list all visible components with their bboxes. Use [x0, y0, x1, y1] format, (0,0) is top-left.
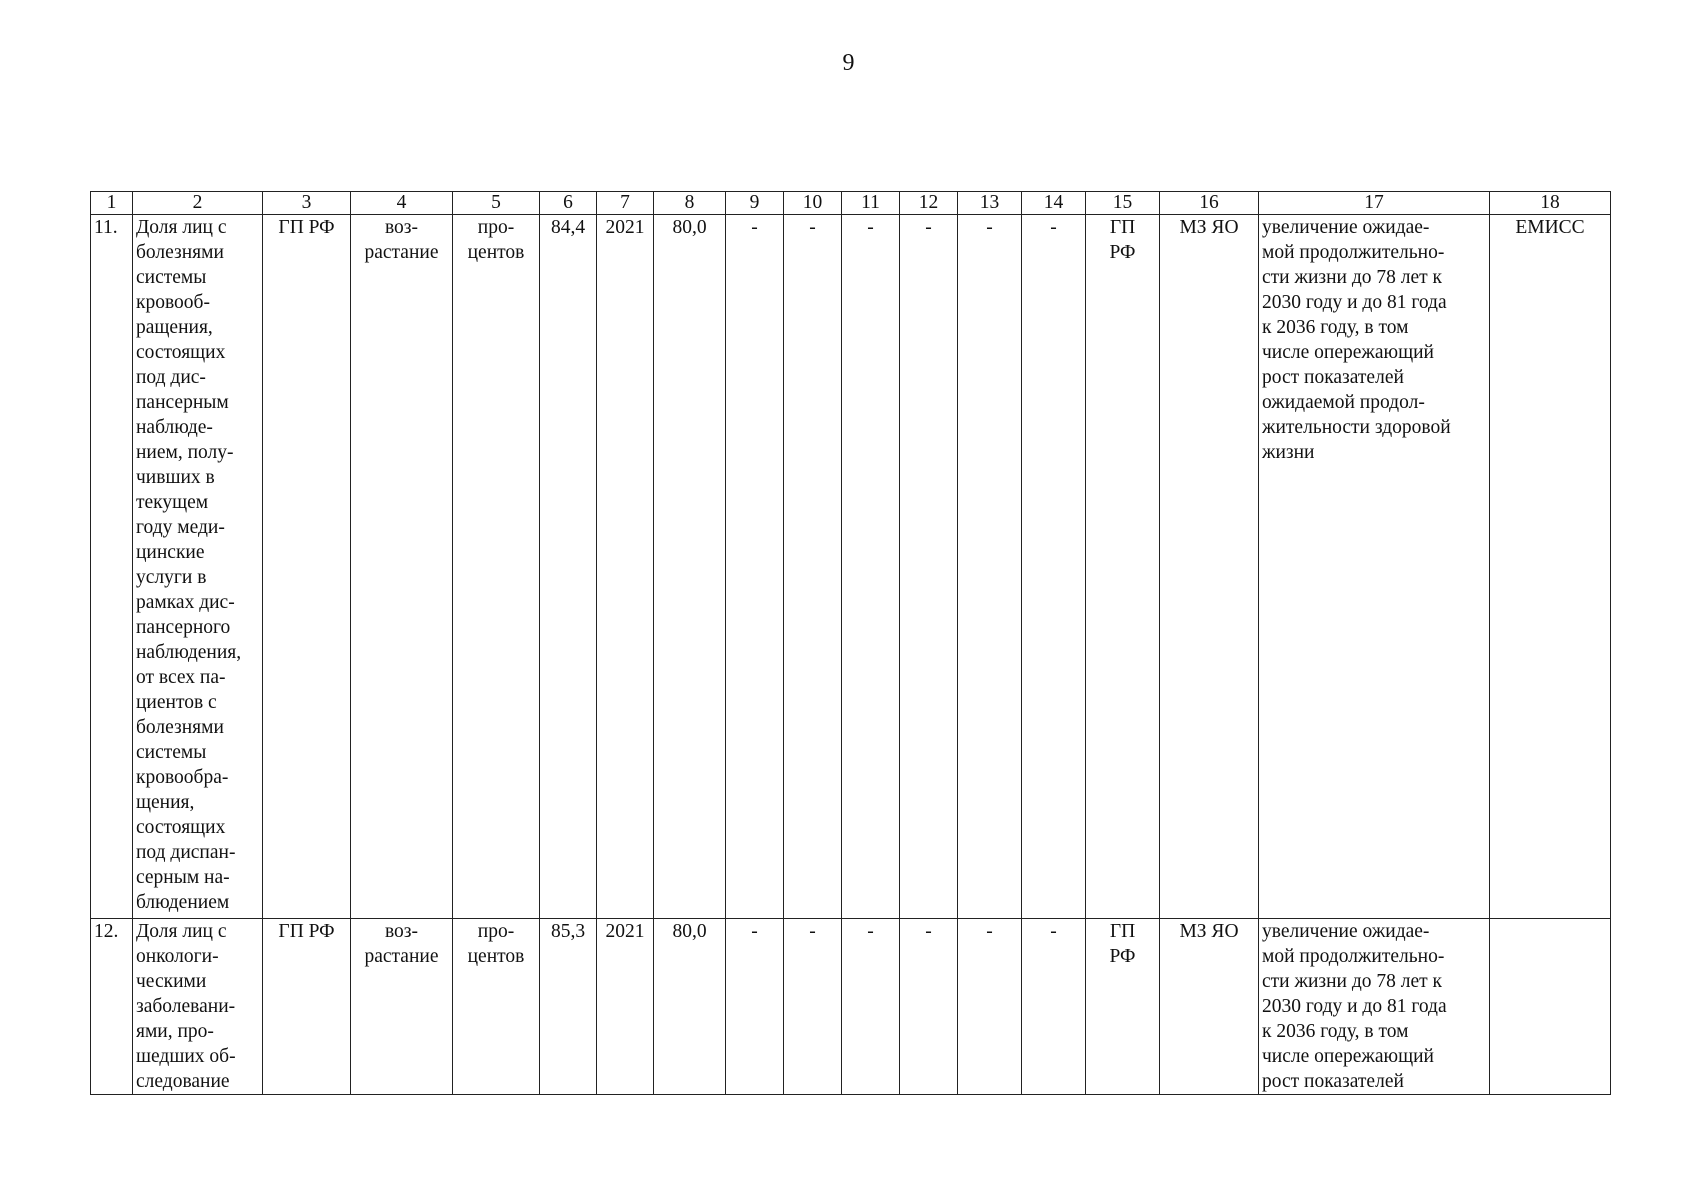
page-number: 9	[842, 50, 855, 76]
trend-cell: воз- растание	[351, 215, 453, 919]
value-cell-10: -	[784, 215, 842, 919]
header-cell: 2	[133, 192, 263, 215]
header-cell: 12	[900, 192, 958, 215]
value-cell-12: -	[900, 215, 958, 919]
header-cell: 10	[784, 192, 842, 215]
header-cell: 15	[1086, 192, 1160, 215]
source-cell: ЕМИСС	[1490, 215, 1611, 919]
value-cell-8: 80,0	[654, 919, 726, 1095]
value-cell-11: -	[842, 215, 900, 919]
base-year-cell: 2021	[597, 919, 654, 1095]
header-cell: 14	[1022, 192, 1086, 215]
header-cell: 6	[540, 192, 597, 215]
value-cell-12: -	[900, 919, 958, 1095]
header-cell: 1	[91, 192, 133, 215]
table-row	[91, 919, 1611, 1095]
indicator-name: Доля лиц с онкологи- ческими заболевани- ями, про- шедших об- следование	[133, 919, 263, 1095]
base-value-cell: 85,3	[540, 919, 597, 1095]
source-cell	[1490, 919, 1611, 1095]
value-cell-9: -	[726, 919, 784, 1095]
value-cell-13: -	[958, 919, 1022, 1095]
row-number: 12.	[91, 919, 133, 1095]
value-cell-13: -	[958, 215, 1022, 919]
header-cell: 16	[1160, 192, 1259, 215]
unit-cell: про- центов	[453, 919, 540, 1095]
base-year-cell: 2021	[597, 215, 654, 919]
table-header-row	[91, 192, 1611, 215]
header-cell: 17	[1259, 192, 1490, 215]
document-cell: ГП РФ	[1086, 215, 1160, 919]
responsible-cell: МЗ ЯО	[1160, 919, 1259, 1095]
responsible-cell: МЗ ЯО	[1160, 215, 1259, 919]
value-cell-8: 80,0	[654, 215, 726, 919]
value-cell-11: -	[842, 919, 900, 1095]
table-row	[91, 215, 1611, 919]
indicator-name: Доля лиц с болезнями системы кровооб- ращения, состоящих под дис- пансерным наблюде- нием, полу- чивших в текущем году меди- цинские услуги в рамках дис- пансерного наблюдения, от всех па- циентов с болезнями системы кровообра- щения, состоящих под диспан- серным на- блюдением	[133, 215, 263, 919]
header-cell: 8	[654, 192, 726, 215]
goal-cell: увеличение ожидае- мой продолжительно- сти жизни до 78 лет к 2030 году и до 81 года к 2036 году, в том числе опережающий рост показателей	[1259, 919, 1490, 1095]
header-cell: 11	[842, 192, 900, 215]
value-cell-14: -	[1022, 919, 1086, 1095]
indicator-level: ГП РФ	[263, 919, 351, 1095]
value-cell-10: -	[784, 919, 842, 1095]
value-cell-9: -	[726, 215, 784, 919]
header-cell: 5	[453, 192, 540, 215]
indicators-table	[90, 191, 1611, 1095]
header-cell: 3	[263, 192, 351, 215]
indicator-level: ГП РФ	[263, 215, 351, 919]
header-cell: 13	[958, 192, 1022, 215]
base-value-cell: 84,4	[540, 215, 597, 919]
header-cell: 7	[597, 192, 654, 215]
row-number: 11.	[91, 215, 133, 919]
header-cell: 4	[351, 192, 453, 215]
trend-cell: воз- растание	[351, 919, 453, 1095]
header-cell: 9	[726, 192, 784, 215]
goal-cell: увеличение ожидае- мой продолжительно- сти жизни до 78 лет к 2030 году и до 81 года к 2036 году, в том числе опережающий рост показателей ожидаемой продол- жительности здоровой жизни	[1259, 215, 1490, 919]
unit-cell: про- центов	[453, 215, 540, 919]
value-cell-14: -	[1022, 215, 1086, 919]
document-cell: ГП РФ	[1086, 919, 1160, 1095]
header-cell: 18	[1490, 192, 1611, 215]
